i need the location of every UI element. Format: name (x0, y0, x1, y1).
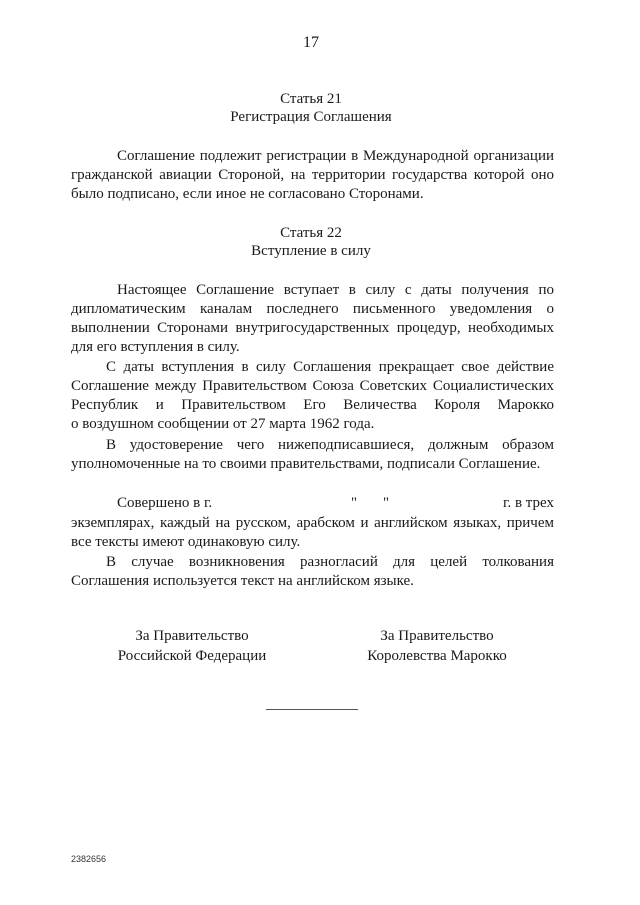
article-22-p3-line-2: уполномоченные на то своими правительствами, подписали Соглашение. (71, 456, 541, 472)
signature-right-line-1: За Правительство (380, 628, 494, 644)
article-22-p3-line-1: В удостоверение чего нижеподписавшиеся, должным образом (106, 437, 554, 453)
article-21-subheading: Регистрация Соглашения (230, 109, 392, 125)
done-quote-open: " (351, 495, 358, 511)
article-21-line-3: было подписано, если иное не согласовано Сторонами. (71, 186, 424, 202)
page-number: 17 (303, 34, 319, 51)
article-22-p1-line-3: выполнении Сторонами внутригосударственных процедур, необходимых (71, 320, 554, 336)
done-at-start: Совершено в г. (117, 495, 213, 511)
done-at-end: г. в трех (503, 495, 554, 511)
signature-left-line-1: За Правительство (135, 628, 249, 644)
article-22-p1-line-1: Настоящее Соглашение вступает в силу с даты получения по (117, 282, 554, 298)
article-22-p2-line-3: Республик и Правительством Его Величества Короля Марокко (71, 397, 554, 413)
document-code: 2382656 (71, 854, 107, 864)
article-22-p2-line-1: С даты вступления в силу Соглашения прекращает свое действие (106, 359, 554, 375)
signature-left-line-2: Российской Федерации (117, 648, 267, 664)
done-line-3: все тексты имеют одинаковую силу. (71, 534, 301, 550)
end-divider (266, 709, 358, 710)
article-21-line-1: Соглашение подлежит регистрации в Международной организации (117, 148, 554, 164)
article-22-subheading: Вступление в силу (251, 243, 371, 259)
disagreement-line-2: Соглашения используется текст на английском языке. (71, 573, 414, 589)
article-22-p2-line-4: о воздушном сообщении от 27 марта 1962 года. (71, 416, 375, 432)
article-21-heading: Статья 21 (280, 91, 342, 107)
article-22-p1-line-2: дипломатическим каналам последнего письменного уведомления о (71, 301, 554, 317)
article-22-p2-line-2: Соглашение между Правительством Союза Советских Социалистических (71, 378, 554, 394)
disagreement-line-1: В случае возникновения разногласий для целей толкования (106, 554, 554, 570)
article-22-heading: Статья 22 (280, 225, 342, 241)
signature-right-line-2: Королевства Марокко (367, 648, 507, 664)
article-21-line-2: гражданской авиации Стороной, на территории государства которой оно (71, 167, 554, 183)
signature-left (82, 626, 302, 666)
done-line-2: экземплярах, каждый на русском, арабском и английском языках, причем (71, 515, 554, 531)
done-quote-close: " (383, 495, 390, 511)
article-22-p1-line-4: для его вступления в силу. (71, 339, 240, 355)
signature-right (327, 626, 547, 666)
